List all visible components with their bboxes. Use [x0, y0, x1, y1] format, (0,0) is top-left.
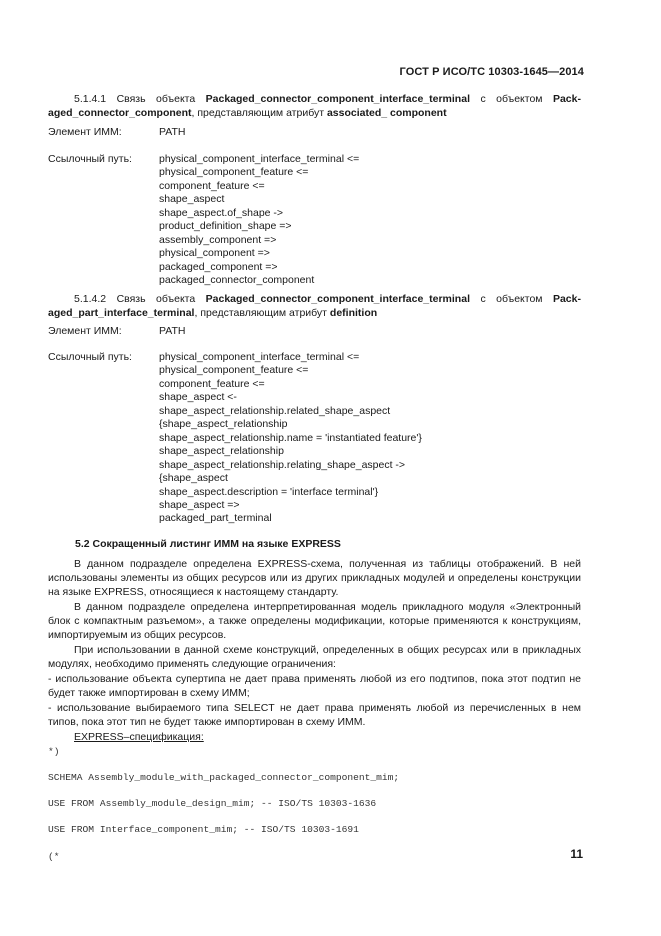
spec-label-text: EXPRESS–спецификация: [74, 731, 204, 743]
path-line: shape_aspect.description = 'interface terminal'} [159, 485, 379, 498]
restriction-1 [48, 672, 581, 700]
path-line: shape_aspect => [159, 498, 240, 511]
path-line: shape_aspect_relationship [159, 445, 284, 458]
clause-text: с объектом [480, 293, 543, 305]
express-spec-label [48, 730, 581, 744]
paragraph-text: - использование объекта супертипа не дает права применять любой из его подтипов, пока этот подтип не будет также импортирован в схему ИММ; [48, 673, 581, 700]
attribute-name: associated_ component [326, 107, 447, 120]
imm-value: PATH [159, 126, 186, 138]
path-line: physical_component => [159, 247, 270, 260]
clause-text: с объектом [480, 93, 543, 105]
ref-path-label: Ссылочный путь: [48, 351, 132, 363]
clause-text: Связь объекта [116, 293, 196, 305]
ref-path-1 [159, 153, 359, 288]
clause-number: 5.1.4.2 [74, 293, 107, 305]
path-line: shape_aspect.of_shape -> [159, 206, 284, 219]
ref-path-label: Ссылочный путь: [48, 153, 132, 165]
clause-text: , представляющим атрибут [191, 107, 325, 120]
path-line: {shape_aspect_relationship [159, 418, 288, 431]
entity-name-2: Pack-aged_part_interface_terminal [48, 293, 581, 320]
clause-5-1-4-2 [48, 292, 581, 320]
code-comment-close: *) [48, 746, 60, 757]
paragraph-text: В данном подразделе определена EXPRESS-схема, полученная из таблицы отображений. В ней использованы элементы из общих ресурсов или из других прикладных модулей и определены конструкции на языке EXPRESS, относящиеся к настоящему стандарту. [48, 558, 581, 599]
attribute-name: definition [329, 307, 378, 320]
path-line: shape_aspect_relationship.relating_shape_aspect -> [159, 458, 406, 471]
section-paragraph-2 [48, 600, 581, 643]
clause-5-1-4-1 [48, 92, 581, 120]
code-use-line: USE FROM Interface_component_mim; -- ISO/TS 10303-1691 [48, 824, 359, 835]
path-line: {shape_aspect [159, 472, 228, 485]
section-paragraph-1 [48, 557, 581, 600]
paragraph-text: - использование выбираемого типа SELECT не дает права применять любой из перечисленных в нем типов, пока этот тип не будет также импортирован в схему ИММ. [48, 702, 581, 729]
imm-label: Элемент ИММ: [48, 126, 122, 138]
path-line: physical_component_feature <= [159, 166, 309, 179]
clause-number: 5.1.4.1 [74, 93, 107, 105]
path-line: physical_component_feature <= [159, 364, 309, 377]
paragraph-text: При использовании в данной схеме конструкций, определенных в общих ресурсах или в прикладных модулях, необходимо применять следующие ограничения: [48, 644, 581, 671]
page-number: 11 [570, 847, 583, 861]
path-line: assembly_component => [159, 233, 277, 246]
restriction-2 [48, 701, 581, 729]
path-line: packaged_part_terminal [159, 512, 272, 525]
paragraph-text: В данном подразделе определена интерпретированная модель прикладного модуля «Электронный блок с компактным разъемом», а также определены модификации, которые применяются к конструкциям, импортируемым из общих ресурсов. [48, 601, 581, 642]
path-line: physical_component_interface_terminal <= [159, 351, 360, 363]
path-line: product_definition_shape => [159, 220, 292, 233]
path-line: shape_aspect [159, 193, 225, 206]
path-line: component_feature <= [159, 377, 265, 390]
code-use-line: USE FROM Assembly_module_design_mim; -- ISO/TS 10303-1636 [48, 798, 377, 809]
path-line: packaged_connector_component [159, 274, 315, 287]
entity-name-2: Pack-aged_connector_component [48, 93, 581, 120]
clause-text: Связь объекта [116, 93, 196, 105]
path-line: packaged_component => [159, 260, 278, 273]
path-line: physical_component_interface_terminal <= [159, 153, 360, 165]
path-line: component_feature <= [159, 179, 265, 192]
document-header: ГОСТ Р ИСО/ТС 10303-1645—2014 [399, 66, 584, 78]
path-line: shape_aspect_relationship.related_shape_aspect [159, 404, 391, 417]
imm-label: Элемент ИММ: [48, 325, 122, 337]
imm-value: PATH [159, 325, 186, 337]
section-paragraph-3 [48, 643, 581, 671]
ref-path-2 [159, 351, 422, 526]
section-title: 5.2 Сокращенный листинг ИММ на языке EXPRESS [75, 538, 341, 550]
path-line: shape_aspect <- [159, 391, 237, 404]
entity-name: Packaged_connector_component_interface_terminal [205, 293, 470, 305]
code-schema-line: SCHEMA Assembly_module_with_packaged_connector_component_mim; [48, 772, 400, 783]
clause-text: , представляющим атрибут [194, 307, 327, 320]
code-comment-open: (* [48, 851, 60, 862]
path-line: shape_aspect_relationship.name = 'instantiated feature'} [159, 431, 422, 444]
entity-name: Packaged_connector_component_interface_terminal [205, 93, 470, 105]
